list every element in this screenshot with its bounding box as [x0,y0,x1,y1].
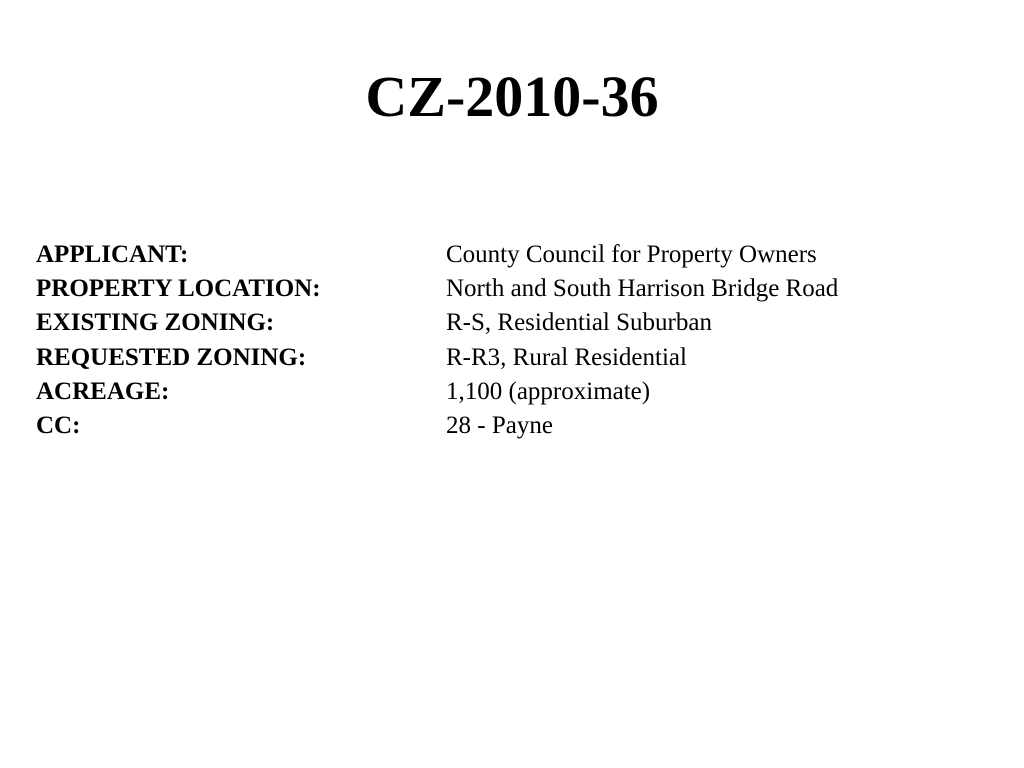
field-label: REQUESTED ZONING: [36,343,307,371]
field-row-applicant [36,238,996,272]
field-value: County Council for Property Owners [446,241,817,268]
field-row-acreage [36,375,996,409]
field-row-property-location [36,272,996,306]
field-label: APPLICANT: [36,241,189,268]
field-label: EXISTING ZONING: [36,309,275,337]
field-row-cc [36,409,996,443]
field-value: R-S, Residential Suburban [446,309,712,337]
field-value: R-R3, Rural Residential [446,343,687,371]
field-label: CC: [36,411,81,439]
field-row-requested-zoning [36,341,996,375]
field-label: ACREAGE: [36,377,170,405]
field-value: North and South Harrison Bridge Road [446,275,839,303]
field-row-existing-zoning [36,306,996,340]
field-value: 1,100 (approximate) [446,377,651,405]
case-details [36,238,996,443]
field-value: 28 - Payne [446,411,553,439]
field-label: PROPERTY LOCATION: [36,275,321,303]
page-title: CZ-2010-36 [365,64,659,129]
